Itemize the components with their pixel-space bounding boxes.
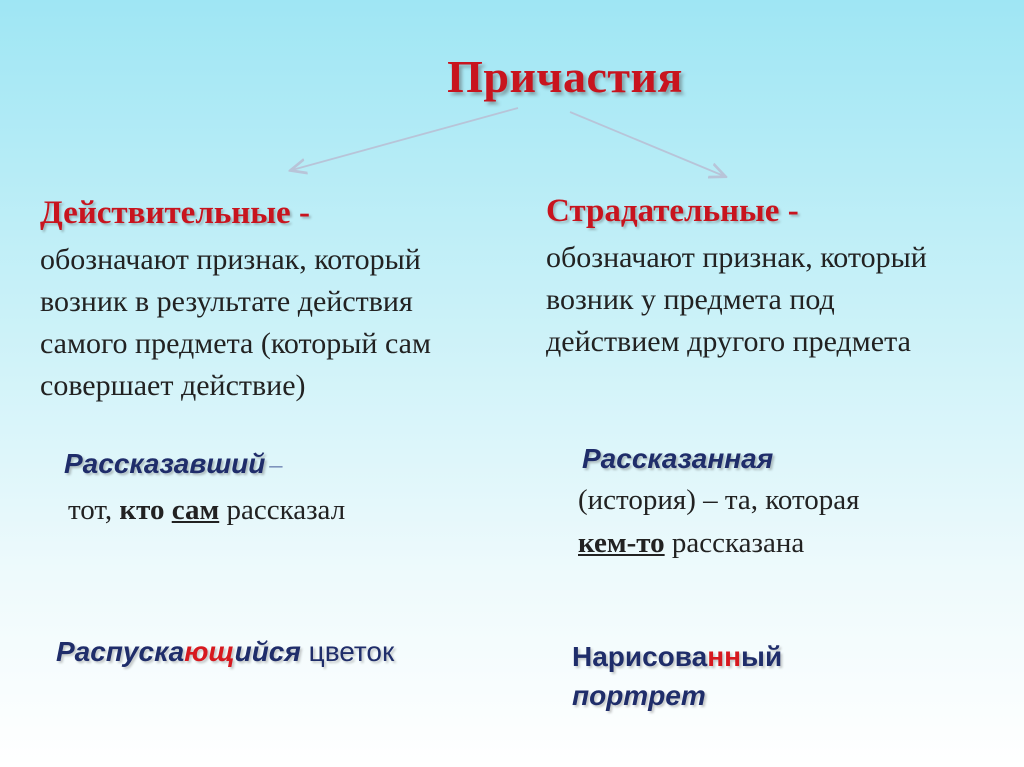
left-example2-suffix: ющ — [184, 636, 235, 667]
left-desc-line: возник в результате действия — [40, 285, 413, 318]
right-example2 — [572, 641, 782, 673]
right-example-line1: (история) – та, которая — [578, 484, 860, 516]
left-example-prefix: тот, — [68, 494, 113, 526]
right-example2-stem: Нарисова — [572, 641, 708, 672]
left-example-sam: сам — [171, 494, 220, 526]
left-example2-tail: цветок — [308, 636, 395, 667]
right-desc-line: обозначают признак, который — [546, 241, 927, 274]
right-example-kemto: кем-то — [578, 527, 665, 559]
left-example-kto: кто — [119, 494, 165, 526]
right-heading: Страдательные - — [546, 193, 799, 229]
left-desc-line: самого предмета (который сам — [40, 327, 431, 360]
left-example-explanation — [68, 494, 345, 527]
right-example2-ending: ый — [741, 641, 783, 672]
left-example-dash: – — [269, 450, 283, 479]
right-example2-suffix: нн — [707, 641, 742, 672]
right-example2-line2: портрет — [572, 680, 706, 711]
right-example-line2 — [578, 527, 804, 560]
left-example-word: Рассказавший — [64, 448, 266, 479]
right-example-word: Рассказанная — [582, 443, 774, 474]
left-example-suffix: рассказал — [226, 494, 346, 526]
right-desc-line: действием другого предмета — [546, 325, 911, 358]
page-title: Причастия — [447, 51, 683, 102]
left-example-word-row — [64, 448, 282, 480]
arrow-left — [292, 108, 518, 170]
right-example-suffix: рассказана — [671, 527, 805, 559]
left-example2 — [56, 636, 394, 668]
left-desc-line: совершает действие) — [40, 369, 306, 402]
right-description — [546, 237, 927, 363]
left-example2-ending: ийся — [234, 636, 301, 667]
left-heading: Действительные - — [40, 195, 310, 231]
right-desc-line: возник у предмета под — [546, 283, 835, 316]
arrow-right — [570, 112, 724, 176]
left-example2-stem: Распуска — [56, 636, 185, 667]
left-desc-line: обозначают признак, который — [40, 243, 421, 276]
left-description — [40, 239, 431, 407]
